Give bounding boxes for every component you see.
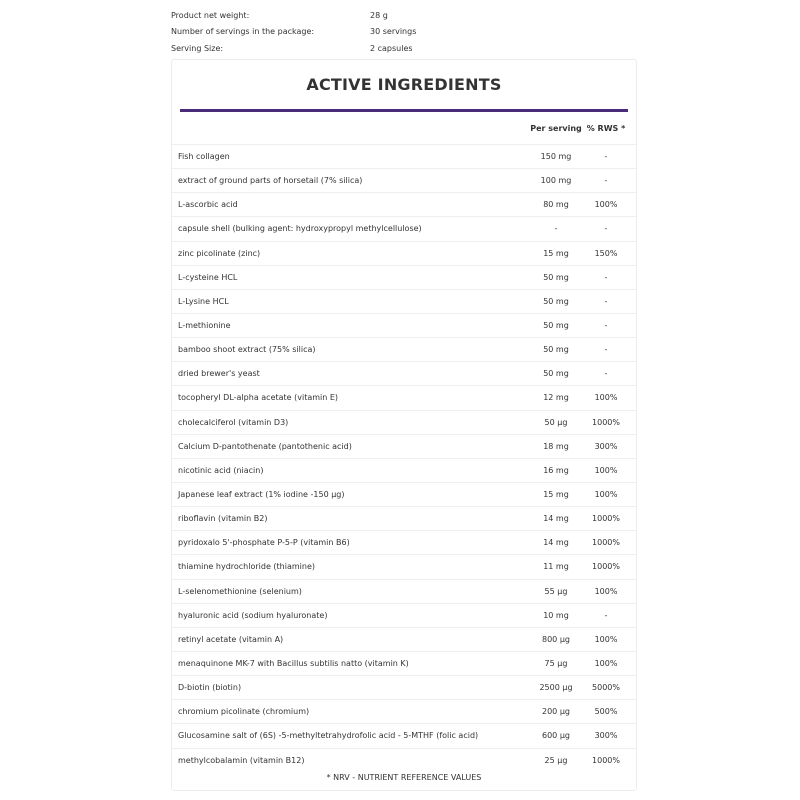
ingredient-name: Japanese leaf extract (1% iodine -150 µg) (178, 490, 345, 500)
rws-value: 100% (594, 659, 618, 669)
info-value: 2 capsules (370, 43, 413, 53)
rws-value: 1000% (592, 562, 620, 572)
per-serving-value: 75 µg (544, 659, 568, 669)
ingredient-name: nicotinic acid (niacin) (178, 465, 264, 475)
table-row (172, 192, 636, 216)
per-serving-value: 150 mg (540, 152, 572, 162)
rws-value: - (604, 345, 608, 355)
table-row (172, 458, 636, 482)
product-info (171, 7, 641, 57)
per-serving-value: 600 µg (542, 731, 570, 741)
ingredient-name: zinc picolinate (zinc) (178, 248, 261, 258)
table-row (172, 603, 636, 627)
per-serving-value: 12 mg (543, 393, 569, 403)
rws-value: - (604, 296, 608, 306)
table-row (172, 385, 636, 409)
table-row (172, 482, 636, 506)
table-row (172, 289, 636, 313)
ingredient-name: L-methionine (178, 321, 231, 331)
rws-value: - (604, 272, 608, 282)
ingredients-table (172, 144, 636, 772)
ingredient-name: L-cysteine HCL (178, 272, 238, 282)
rws-value: 1000% (592, 755, 620, 765)
per-serving-value: 10 mg (543, 610, 569, 620)
ingredient-name: Glucosamine salt of (6S) -5-methyltetrahydrofolic acid - 5-MTHF (folic acid) (178, 731, 479, 741)
ingredient-name: methylcobalamin (vitamin B12) (178, 755, 305, 765)
info-row (171, 40, 641, 57)
table-row (172, 627, 636, 651)
rws-value: 500% (594, 707, 618, 717)
ingredient-name: pyridoxalo 5'-phosphate P-5-P (vitamin B6) (178, 538, 350, 548)
per-serving-value: 15 mg (543, 248, 569, 258)
ingredient-name: Fish collagen (178, 152, 230, 162)
ingredient-name: D-biotin (biotin) (178, 683, 242, 693)
rws-value: - (604, 176, 608, 186)
ingredient-name: capsule shell (bulking agent: hydroxypropyl methylcellulose) (178, 224, 422, 234)
table-row (172, 337, 636, 361)
per-serving-value: 200 µg (542, 707, 570, 717)
rws-value: - (604, 224, 608, 234)
per-serving-value: 18 mg (543, 441, 569, 451)
table-row (172, 699, 636, 723)
per-serving-value: 50 mg (543, 369, 569, 379)
rws-value: 100% (594, 490, 618, 500)
rws-value: 100% (594, 634, 618, 644)
table-row (172, 168, 636, 192)
ingredient-name: Calcium D-pantothenate (pantothenic acid) (178, 441, 352, 451)
ingredients-card (171, 59, 637, 791)
table-row (172, 506, 636, 530)
per-serving-value: 25 µg (544, 755, 568, 765)
table-row (172, 241, 636, 265)
table-row (172, 723, 636, 747)
info-label: Product net weight: (171, 10, 250, 20)
info-label: Number of servings in the package: (171, 27, 315, 37)
per-serving-value: 16 mg (543, 465, 569, 475)
rws-value: 100% (594, 465, 618, 475)
ingredient-name: extract of ground parts of horsetail (7% silica) (178, 176, 363, 186)
info-row (171, 24, 641, 41)
per-serving-value: 80 mg (543, 200, 569, 210)
per-serving-value: 50 mg (543, 272, 569, 282)
table-header (172, 124, 636, 140)
per-serving-value: 14 mg (543, 538, 569, 548)
per-serving-value: 15 mg (543, 490, 569, 500)
table-row (172, 410, 636, 434)
ingredient-name: retinyl acetate (vitamin A) (178, 634, 284, 644)
info-label: Serving Size: (171, 43, 224, 53)
footnote: * NRV - NUTRIENT REFERENCE VALUES (326, 773, 482, 782)
card-title: ACTIVE INGREDIENTS (306, 75, 502, 94)
table-row (172, 554, 636, 578)
per-serving-value: 11 mg (543, 562, 569, 572)
table-row (172, 651, 636, 675)
info-value: 30 servings (370, 27, 417, 37)
ingredient-name: riboflavin (vitamin B2) (178, 514, 268, 524)
rws-value: 100% (594, 586, 618, 596)
info-value: 28 g (370, 10, 388, 20)
table-row (172, 313, 636, 337)
rws-value: - (604, 369, 608, 379)
info-row (171, 7, 641, 24)
ingredient-name: L-ascorbic acid (178, 200, 238, 210)
table-row (172, 434, 636, 458)
ingredient-name: dried brewer's yeast (178, 369, 260, 379)
ingredient-name: L-Lysine HCL (178, 296, 229, 306)
per-serving-value: 50 mg (543, 296, 569, 306)
rws-value: 5000% (592, 683, 620, 693)
header-rws: % RWS * (586, 124, 626, 133)
rws-value: - (604, 321, 608, 331)
ingredient-name: menaquinone MK-7 with Bacillus subtilis natto (vitamin K) (178, 659, 409, 669)
ingredient-name: tocopheryl DL-alpha acetate (vitamin E) (178, 393, 339, 403)
per-serving-value: - (554, 224, 558, 234)
table-row (172, 265, 636, 289)
ingredient-name: bamboo shoot extract (75% silica) (178, 345, 316, 355)
ingredient-name: hyaluronic acid (sodium hyaluronate) (178, 610, 328, 620)
per-serving-value: 14 mg (543, 514, 569, 524)
per-serving-value: 2500 µg (539, 683, 573, 693)
table-row (172, 144, 636, 168)
header-per-serving: Per serving (530, 124, 582, 133)
table-row (172, 579, 636, 603)
title-divider (180, 109, 628, 112)
table-row (172, 216, 636, 240)
ingredient-name: cholecalciferol (vitamin D3) (178, 417, 289, 427)
rws-value: - (604, 152, 608, 162)
rws-value: 100% (594, 393, 618, 403)
rws-value: 150% (594, 248, 618, 258)
per-serving-value: 100 mg (540, 176, 572, 186)
table-row (172, 530, 636, 554)
table-row (172, 675, 636, 699)
ingredient-name: thiamine hydrochloride (thiamine) (178, 562, 315, 572)
table-row (172, 748, 636, 772)
per-serving-value: 55 µg (544, 586, 568, 596)
rws-value: 300% (594, 731, 618, 741)
rws-value: - (604, 610, 608, 620)
rws-value: 1000% (592, 417, 620, 427)
per-serving-value: 50 µg (544, 417, 568, 427)
rws-value: 1000% (592, 538, 620, 548)
ingredient-name: chromium picolinate (chromium) (178, 707, 310, 717)
rws-value: 1000% (592, 514, 620, 524)
per-serving-value: 800 µg (542, 634, 570, 644)
ingredient-name: L-selenomethionine (selenium) (178, 586, 302, 596)
rws-value: 300% (594, 441, 618, 451)
per-serving-value: 50 mg (543, 321, 569, 331)
per-serving-value: 50 mg (543, 345, 569, 355)
table-row (172, 361, 636, 385)
rws-value: 100% (594, 200, 618, 210)
